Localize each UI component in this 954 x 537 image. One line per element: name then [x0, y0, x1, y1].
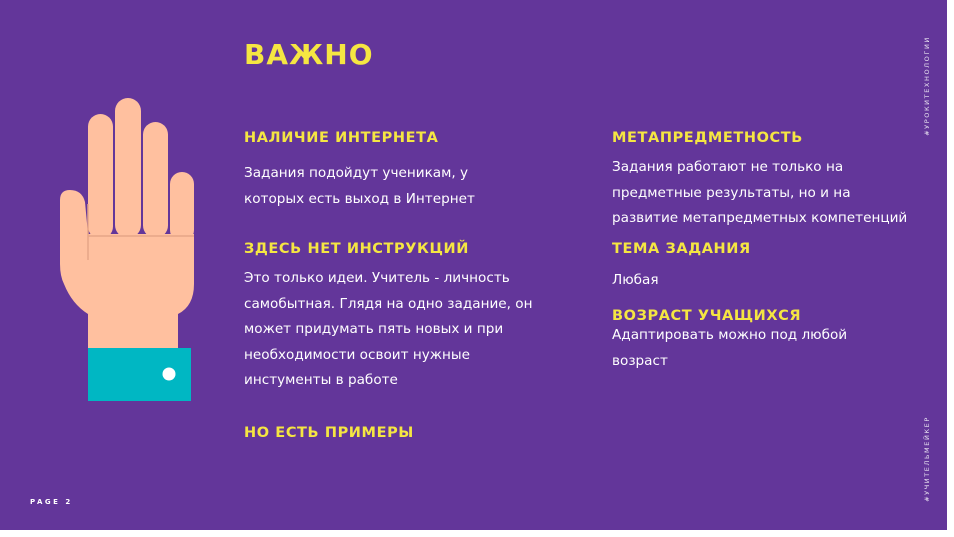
text-line: развитие метапредметных компетенций: [612, 210, 908, 226]
heading-instructions: ЗДЕСЬ НЕТ ИНСТРУКЦИЙ: [244, 241, 470, 257]
text-line: самобытная. Глядя на одно задание, он: [244, 295, 533, 312]
text-line: которых есть выход в Интернет: [244, 190, 475, 207]
text-line: Адаптировать можно под любой: [612, 327, 848, 343]
age-text: [612, 323, 847, 374]
text-line: необходимости освоит нужные: [244, 346, 471, 363]
text-line: может придумать пять новых и при: [244, 321, 504, 337]
heading-examples: НО ЕСТЬ ПРИМЕРЫ: [244, 425, 414, 441]
heading-internet: НАЛИЧИЕ ИНТЕРНЕТА: [244, 130, 439, 146]
text-line: инстументы в работе: [244, 372, 398, 388]
page-number: PAGE 2: [30, 498, 73, 506]
text-line: Задания работают не только на: [612, 159, 844, 175]
text-line: Задания подойдут ученикам, у: [244, 165, 469, 181]
heading-age: ВОЗРАСТ УЧАЩИХСЯ: [612, 308, 802, 324]
topic-text: [612, 268, 659, 294]
internet-text: [244, 161, 475, 212]
side-hashtag-top: #УРОКИТЕХНОЛОГИИ: [923, 36, 931, 136]
side-hashtag-bottom: #УЧИТЕЛЬМЕЙКЕР: [923, 416, 931, 502]
meta-text: [612, 155, 907, 232]
instructions-text: [244, 266, 533, 394]
text-line: Любая: [612, 272, 659, 288]
raised-hand-icon: [50, 88, 200, 408]
text-line: Это только идеи. Учитель - личность: [244, 270, 510, 286]
heading-topic: ТЕМА ЗАДАНИЯ: [612, 241, 751, 257]
text-line: предметные результаты, но и на: [612, 184, 851, 201]
slide-title: ВАЖНО: [244, 38, 374, 71]
heading-meta: МЕТАПРЕДМЕТНОСТЬ: [612, 130, 803, 146]
text-line: возраст: [612, 352, 668, 369]
